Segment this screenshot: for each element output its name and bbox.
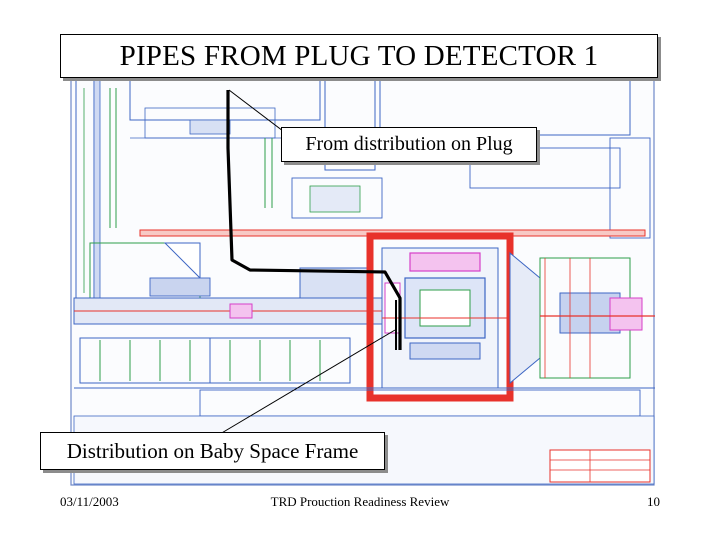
footer-presentation-title: TRD Prouction Readiness Review [270,494,450,509]
baby-space-frame-callout: Distribution on Baby Space Frame [40,432,385,470]
plug-distribution-callout: From distribution on Plug [281,127,537,162]
footer-date: 03/11/2003 [60,494,119,509]
footer-page-number: 10 [647,494,660,509]
slide-title: PIPES FROM PLUG TO DETECTOR 1 [60,34,658,78]
